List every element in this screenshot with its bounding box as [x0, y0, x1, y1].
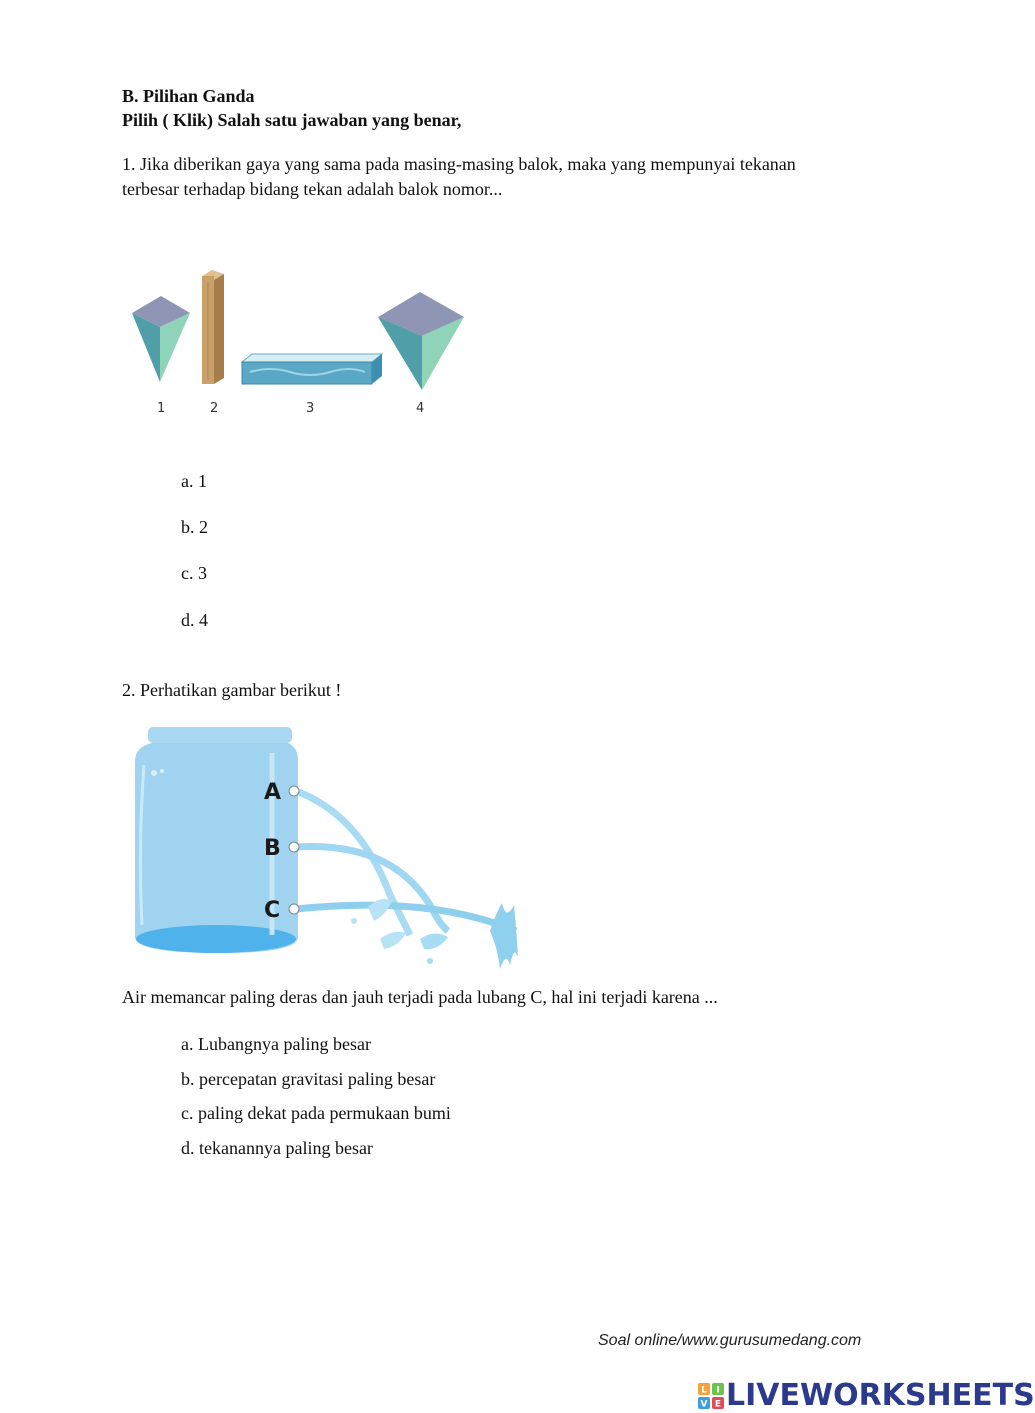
block-1: [132, 296, 190, 382]
q2-option-a[interactable]: a. Lubangnya paling besar: [181, 1034, 371, 1054]
q2-option-b[interactable]: b. percepatan gravitasi paling besar: [181, 1069, 436, 1089]
icon-letter-v: V: [700, 1399, 708, 1409]
liveworksheets-icon: [698, 1383, 724, 1409]
block-label-3: 3: [306, 401, 315, 416]
source-credit: Soal online/www.gurusumedang.com: [598, 1332, 862, 1349]
section-instruction: Pilih ( Klik) Salah satu jawaban yang benar,: [122, 110, 462, 130]
brand-name: LIVEWORKSHEETS: [726, 1378, 1035, 1413]
q1-option-c[interactable]: c. 3: [181, 563, 207, 583]
block-4: [378, 292, 464, 390]
icon-letter-l: L: [701, 1385, 707, 1395]
block-3: [242, 354, 382, 384]
q1-option-a[interactable]: a. 1: [181, 471, 207, 491]
q2-option-c[interactable]: c. paling dekat pada permukaan bumi: [181, 1103, 451, 1123]
liveworksheets-logo[interactable]: [698, 1378, 1035, 1413]
q2-statement: Air memancar paling deras dan jauh terjadi pada lubang C, hal ini terjadi karena ...: [122, 987, 718, 1007]
icon-letter-e: E: [714, 1399, 722, 1409]
hole-label-a: A: [264, 780, 282, 805]
water-jar-figure: [130, 725, 525, 987]
jet-b: [296, 846, 448, 931]
q2-prompt: 2. Perhatikan gambar berikut !: [122, 680, 342, 700]
icon-letter-i: I: [716, 1385, 720, 1395]
jar-lid: [148, 727, 292, 743]
hole-b: [289, 842, 299, 852]
block-label-2: 2: [210, 401, 219, 416]
q1-text-line2: terbesar terhadap bidang tekan adalah balok nomor...: [122, 179, 503, 199]
q1-text-line1: 1. Jika diberikan gaya yang sama pada masing-masing balok, maka yang mempunyai tekanan: [122, 154, 796, 174]
q1-option-d[interactable]: d. 4: [181, 610, 208, 630]
blocks-figure: [120, 262, 480, 422]
block-label-1: 1: [157, 401, 166, 416]
hole-label-b: B: [264, 836, 281, 861]
section-title: B. Pilihan Ganda: [122, 86, 255, 106]
hole-c: [289, 904, 299, 914]
hole-a: [289, 786, 299, 796]
block-label-4: 4: [416, 401, 425, 416]
hole-label-c: C: [264, 898, 281, 923]
q1-option-b[interactable]: b. 2: [181, 517, 208, 537]
block-2: [202, 270, 224, 384]
q2-option-d[interactable]: d. tekanannya paling besar: [181, 1138, 373, 1158]
